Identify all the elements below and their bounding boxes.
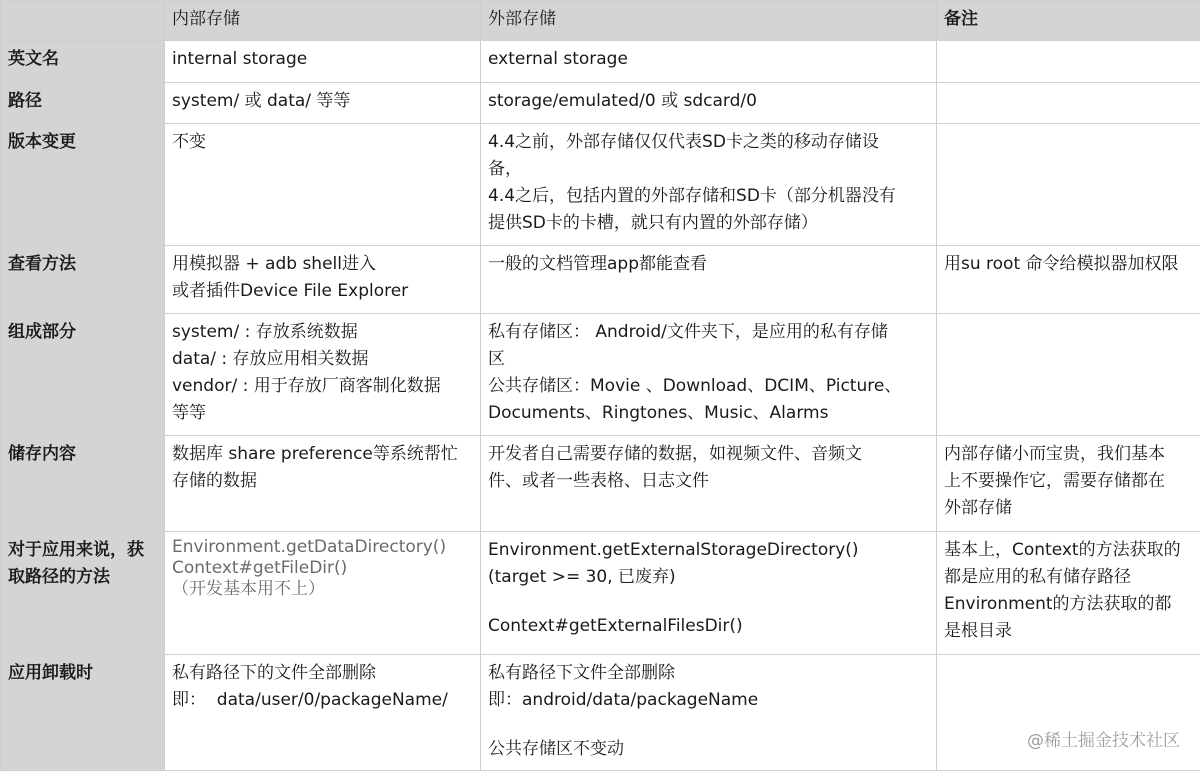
row-label-path-methods (1, 532, 165, 655)
cell-line: Environment.getDataDirectory() (172, 537, 474, 558)
cell-line: external storage (488, 46, 930, 73)
cell-line: 公共存储区：Movie 、Download、DCIM、Picture、 (488, 373, 930, 400)
cell-external (481, 436, 937, 532)
cell-external (481, 314, 937, 436)
cell-line: 存储的数据 (172, 468, 474, 495)
cell-external (481, 41, 937, 83)
cell-note (937, 124, 1200, 246)
cell-line: 用su root 命令给模拟器加权限 (944, 251, 1194, 278)
cell-line: 4.4之后，包括内置的外部存储和SD卡（部分机器没有 (488, 183, 930, 210)
cell-line: 私有存储区： Android/文件夹下，是应用的私有存储 (488, 319, 930, 346)
cell-line: 4.4之前，外部存储仅仅代表SD卡之类的移动存储设 (488, 129, 930, 156)
cell-line: (target >= 30, 已废弃) (488, 564, 930, 591)
cell-line: 私有路径下文件全部删除 (488, 660, 930, 687)
row-label-version-change: 版本变更 (1, 124, 165, 246)
table-row (1, 124, 1200, 246)
cell-line: 一般的文档管理app都能查看 (488, 251, 930, 278)
row-label-english-name: 英文名 (1, 41, 165, 83)
cell-internal (165, 124, 481, 246)
cell-line: 件、或者一些表格、日志文件 (488, 468, 930, 495)
cell-line: 用模拟器 + adb shell进入 (172, 251, 474, 278)
cell-line: Context#getExternalFilesDir() (488, 613, 930, 640)
table-row (1, 314, 1200, 436)
cell-internal (165, 436, 481, 532)
cell-line: 开发者自己需要存储的数据，如视频文件、音频文 (488, 441, 930, 468)
cell-line: 不变 (172, 129, 474, 156)
cell-note (937, 246, 1200, 314)
header-internal-storage: 内部存储 (165, 1, 481, 41)
cell-note (937, 41, 1200, 83)
cell-internal (165, 314, 481, 436)
cell-note (937, 655, 1200, 771)
cell-line: Environment的方法获取的都 (944, 591, 1194, 618)
table-row (1, 246, 1200, 314)
header-external-storage: 外部存储 (481, 1, 937, 41)
cell-line: 等等 (172, 400, 474, 427)
row-label-line: 取路径的方法 (8, 564, 158, 591)
cell-internal (165, 532, 481, 655)
cell-line: Environment.getExternalStorageDirectory() (488, 537, 930, 564)
cell-external (481, 532, 937, 655)
table-row (1, 655, 1200, 771)
row-label-components: 组成部分 (1, 314, 165, 436)
cell-line: 都是应用的私有储存路径 (944, 564, 1194, 591)
watermark: @稀土掘金技术社区 (1027, 726, 1180, 751)
cell-note (937, 532, 1200, 655)
cell-line: vendor/ : 用于存放厂商客制化数据 (172, 373, 474, 400)
cell-line: 即： data/user/0/packageName/ (172, 687, 474, 714)
cell-line: 数据库 share preference等系统帮忙 (172, 441, 474, 468)
header-notes: 备注 (937, 1, 1200, 41)
cell-external (481, 83, 937, 124)
table-row (1, 436, 1200, 532)
cell-line: 内部存储小而宝贵，我们基本 (944, 441, 1194, 468)
cell-line: 上不要操作它，需要存储都在 (944, 468, 1194, 495)
cell-line: 是根目录 (944, 618, 1194, 645)
table-row (1, 83, 1200, 124)
cell-line: （开发基本用不上） (172, 579, 474, 600)
row-label-view-method: 查看方法 (1, 246, 165, 314)
cell-note (937, 83, 1200, 124)
cell-note (937, 314, 1200, 436)
cell-line: system/ 或 data/ 等等 (172, 88, 474, 115)
cell-line: 外部存储 (944, 495, 1194, 522)
cell-line: 即：android/data/packageName (488, 687, 930, 714)
table-row (1, 41, 1200, 83)
cell-line: storage/emulated/0 或 sdcard/0 (488, 88, 930, 115)
cell-spacer (488, 714, 930, 736)
cell-spacer (488, 591, 930, 613)
cell-note (937, 436, 1200, 532)
header-corner-cell (1, 1, 165, 41)
cell-line: 区 (488, 346, 930, 373)
cell-external (481, 124, 937, 246)
row-label-uninstall: 应用卸载时 (1, 655, 165, 771)
header-row (1, 1, 1200, 41)
cell-line: 备， (488, 156, 930, 183)
cell-line: 公共存储区不变动 (488, 736, 930, 763)
cell-line: internal storage (172, 46, 474, 73)
row-label-stored-content: 储存内容 (1, 436, 165, 532)
cell-line: Documents、Ringtones、Music、Alarms (488, 400, 930, 427)
cell-internal (165, 83, 481, 124)
cell-line: 基本上，Context的方法获取的 (944, 537, 1194, 564)
cell-line: data/ : 存放应用相关数据 (172, 346, 474, 373)
cell-internal (165, 41, 481, 83)
cell-line: 提供SD卡的卡槽，就只有内置的外部存储） (488, 210, 930, 237)
table-row (1, 532, 1200, 655)
row-label-path: 路径 (1, 83, 165, 124)
cell-line: 或者插件Device File Explorer (172, 278, 474, 305)
cell-external (481, 655, 937, 771)
cell-internal (165, 246, 481, 314)
cell-external (481, 246, 937, 314)
cell-line: 私有路径下的文件全部删除 (172, 660, 474, 687)
cell-line: Context#getFileDir() (172, 558, 474, 579)
cell-line: system/ : 存放系统数据 (172, 319, 474, 346)
row-label-line: 对于应用来说，获 (8, 537, 158, 564)
cell-internal (165, 655, 481, 771)
